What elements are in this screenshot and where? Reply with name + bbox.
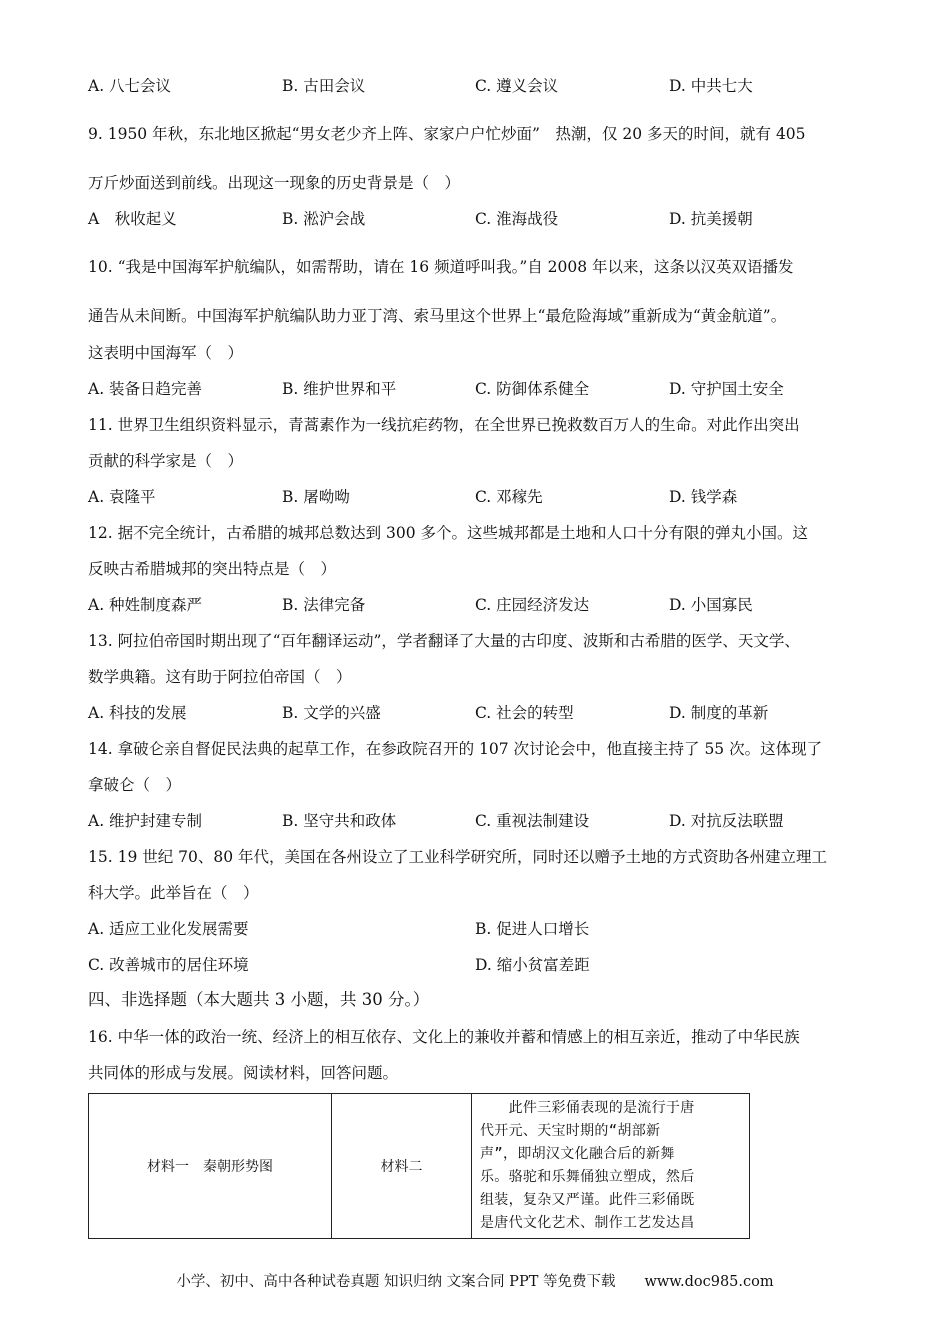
q13-stem-line-2: 数学典籍。这有助于阿拉伯帝国（ ） <box>88 668 352 686</box>
q10-option-a: A. 装备日趋完善 <box>88 380 203 398</box>
q11-options <box>88 486 888 508</box>
q11-option-a: A. 袁隆平 <box>88 488 156 506</box>
q13-option-a: A. 科技的发展 <box>88 704 187 722</box>
q9-option-c: C. 淮海战役 <box>475 210 559 228</box>
q8-option-a: A. 八七会议 <box>88 77 172 95</box>
q14-option-a: A. 维护封建专制 <box>88 812 203 830</box>
q14-stem-line-1: 14. 拿破仑亲自督促民法典的起草工作，在参政院召开的 107 次讨论会中，他直接主持了 55 次。这体现了 <box>88 740 823 758</box>
q14-options <box>88 810 888 832</box>
q9-option-a: A 秋收起义 <box>88 210 177 228</box>
material-text-line: 乐。骆驼和乐舞俑独立塑成，然后 <box>480 1169 695 1185</box>
q13-options <box>88 702 888 724</box>
q15-options-row-1 <box>88 918 888 940</box>
q13-option-b: B. 文学的兴盛 <box>282 704 381 722</box>
material-2-text-cell <box>472 1094 750 1239</box>
q9-stem-line-1: 9. 1950 年秋，东北地区掀起“男女老少齐上阵、家家户户忙炒面” 热潮，仅 20 多天的时间，就有 405 <box>88 125 806 143</box>
q12-stem-line-2: 反映古希腊城邦的突出特点是（ ） <box>88 560 337 578</box>
q12-option-b: B. 法律完备 <box>282 596 366 614</box>
q10-option-b: B. 维护世界和平 <box>282 380 397 398</box>
q12-stem-line-1: 12. 据不完全统计，古希腊的城邦总数达到 300 多个。这些城邦都是土地和人口十分有限的弹丸小国。这 <box>88 524 809 542</box>
page-footer: 小学、初中、高中各种试卷真题 知识归纳 文案合同 PPT 等免费下载 www.doc985.com <box>176 1274 774 1290</box>
material-text-line: 是唐代文化艺术、制作工艺发达昌 <box>480 1215 695 1231</box>
q15-stem-line-1: 15. 19 世纪 70、80 年代，美国在各州设立了工业科学研究所，同时还以赠予土地的方式资助各州建立理工 <box>88 848 828 866</box>
q10-stem-line-2: 通告从未间断。中国海军护航编队助力亚丁湾、索马里这个世界上“最危险海域”重新成为“黄金航道”。 <box>88 307 787 325</box>
q14-option-d: D. 对抗反法联盟 <box>669 812 784 830</box>
q8-options <box>88 75 888 97</box>
q10-option-c: C. 防御体系健全 <box>475 380 590 398</box>
q10-stem-line-1: 10. “我是中国海军护航编队，如需帮助，请在 16 频道呼叫我。”自 2008 年以来，这条以汉英双语播发 <box>88 258 794 276</box>
q10-option-d: D. 守护国土安全 <box>669 380 784 398</box>
section-4-title: 四、非选择题（本大题共 3 小题，共 30 分。） <box>88 990 430 1009</box>
q14-stem-line-2: 拿破仑（ ） <box>88 776 182 794</box>
q11-stem-line-2: 贡献的科学家是（ ） <box>88 452 244 470</box>
q10-options <box>88 378 888 400</box>
q11-option-d: D. 钱学森 <box>669 488 738 506</box>
material-1-cell: 材料一 秦朝形势图 <box>89 1094 332 1239</box>
q9-options <box>88 208 888 230</box>
q12-option-d: D. 小国寡民 <box>669 596 753 614</box>
q11-option-c: C. 邓稼先 <box>475 488 543 506</box>
q8-option-b: B. 古田会议 <box>282 77 366 95</box>
q11-option-b: B. 屠呦呦 <box>282 488 350 506</box>
material-text-line: 此件三彩俑表现的是流行于唐 <box>480 1100 695 1116</box>
q8-option-c: C. 遵义会议 <box>475 77 559 95</box>
q13-option-c: C. 社会的转型 <box>475 704 574 722</box>
q13-option-d: D. 制度的革新 <box>669 704 769 722</box>
q13-stem-line-1: 13. 阿拉伯帝国时期出现了“百年翻译运动”，学者翻译了大量的古印度、波斯和古希腊的医学、天文学、 <box>88 632 800 650</box>
q15-stem-line-2: 科大学。此举旨在（ ） <box>88 884 259 902</box>
q11-stem-line-1: 11. 世界卫生组织资料显示，青蒿素作为一线抗疟药物，在全世界已挽救数百万人的生命。对此作出突出 <box>88 416 800 434</box>
q15-option-c: C. 改善城市的居住环境 <box>88 956 249 974</box>
q14-option-c: C. 重视法制建设 <box>475 812 590 830</box>
q12-option-c: C. 庄园经济发达 <box>475 596 590 614</box>
materials-row <box>89 1094 750 1239</box>
q15-option-d: D. 缩小贫富差距 <box>475 956 590 974</box>
q15-options-row-2 <box>88 954 888 976</box>
q16-stem-line-1: 16. 中华一体的政治一统、经济上的相互依存、文化上的兼收并蓄和情感上的相互亲近，推动了中华民族 <box>88 1028 800 1046</box>
q9-option-d: D. 抗美援朝 <box>669 210 753 228</box>
q12-options <box>88 594 888 616</box>
material-text-line: 声”，即胡汉文化融合后的新舞 <box>480 1146 675 1162</box>
material-text-line: 代开元、天宝时期的“胡部新 <box>480 1123 661 1139</box>
q10-stem-line-3: 这表明中国海军（ ） <box>88 344 244 362</box>
q15-option-a: A. 适应工业化发展需要 <box>88 920 249 938</box>
material-text-line: 组装，复杂又严谨。此件三彩俑既 <box>480 1192 695 1208</box>
q9-option-b: B. 淞沪会战 <box>282 210 366 228</box>
q14-option-b: B. 坚守共和政体 <box>282 812 397 830</box>
materials-table <box>88 1093 750 1239</box>
q12-option-a: A. 种姓制度森严 <box>88 596 203 614</box>
q8-option-d: D. 中共七大 <box>669 77 753 95</box>
material-2-cell: 材料二 <box>332 1094 472 1239</box>
q16-stem-line-2: 共同体的形成与发展。阅读材料，回答问题。 <box>88 1064 399 1082</box>
q15-option-b: B. 促进人口增长 <box>475 920 590 938</box>
q9-stem-line-2: 万斤炒面送到前线。出现这一现象的历史背景是（ ） <box>88 174 461 192</box>
